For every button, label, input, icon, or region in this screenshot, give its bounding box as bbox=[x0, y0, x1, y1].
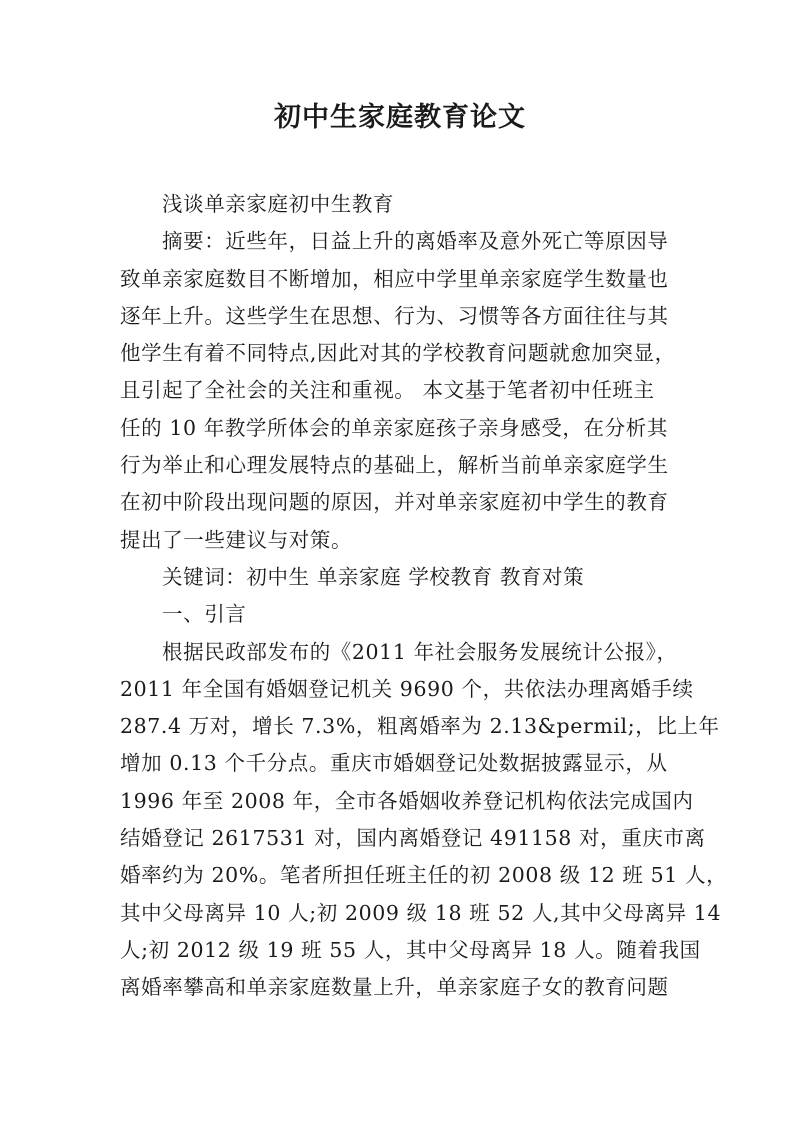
paragraph-line: 1996 年至 2008 年，全市各婚姻收养登记机构依法完成国内 bbox=[120, 788, 694, 813]
subtitle-line: 浅谈单亲家庭初中生教育 bbox=[162, 192, 395, 216]
paragraph-line: 人;初 2012 级 19 班 55 人，其中父母离异 18 人。随着我国 bbox=[120, 937, 701, 962]
keywords-line: 关键词：初中生 单亲家庭 学校教育 教育对策 bbox=[162, 564, 585, 589]
abstract-line: 在初中阶段出现问题的原因，并对单亲家庭初中学生的教育 bbox=[120, 490, 669, 515]
document-title: 初中生家庭教育论文 bbox=[274, 102, 526, 133]
abstract-line: 提出了一些建议与对策。 bbox=[120, 527, 353, 552]
paragraph-line: 离婚率攀高和单亲家庭数量上升，单亲家庭子女的教育问题 bbox=[120, 975, 669, 1000]
paragraph-line: 287.4 万对，增长 7.3%，粗离婚率为 2.13&permil;，比上年 bbox=[120, 714, 720, 739]
paragraph-line: 2011 年全国有婚姻登记机关 9690 个，共依法办理离婚手续 bbox=[120, 676, 694, 701]
paragraph-line: 结婚登记 2617531 对，国内离婚登记 491158 对，重庆市离 bbox=[120, 826, 706, 851]
abstract-line: 他学生有着不同特点,因此对其的学校教育问题就愈加突显， bbox=[120, 341, 676, 366]
paragraph-line: 婚率约为 20%。笔者所担任班主任的初 2008 级 12 班 51 人， bbox=[120, 863, 728, 888]
paragraph-line: 增加 0.13 个千分点。重庆市婚姻登记处数据披露显示，从 bbox=[120, 751, 668, 776]
abstract-line: 致单亲家庭数目不断增加，相应中学里单亲家庭学生数量也 bbox=[120, 266, 669, 291]
abstract-line: 任的 10 年教学所体会的单亲家庭孩子亲身感受，在分析其 bbox=[120, 415, 668, 440]
section-heading: 一、引言 bbox=[162, 602, 247, 627]
paragraph-line: 根据民政部发布的《2011 年社会服务发展统计公报》， bbox=[162, 639, 678, 664]
document-body bbox=[120, 186, 728, 1007]
abstract-line: 且引起了全社会的关注和重视。 本文基于笔者初中任班主 bbox=[120, 378, 655, 403]
abstract-line: 行为举止和心理发展特点的基础上，解析当前单亲家庭学生 bbox=[120, 453, 669, 478]
abstract-line: 逐年上升。这些学生在思想、行为、习惯等各方面往往与其 bbox=[120, 303, 669, 328]
paragraph-line: 其中父母离异 10 人;初 2009 级 18 班 52 人,其中父母离异 14 bbox=[120, 900, 722, 925]
abstract-line: 摘要：近些年，日益上升的离婚率及意外死亡等原因导 bbox=[162, 229, 669, 254]
